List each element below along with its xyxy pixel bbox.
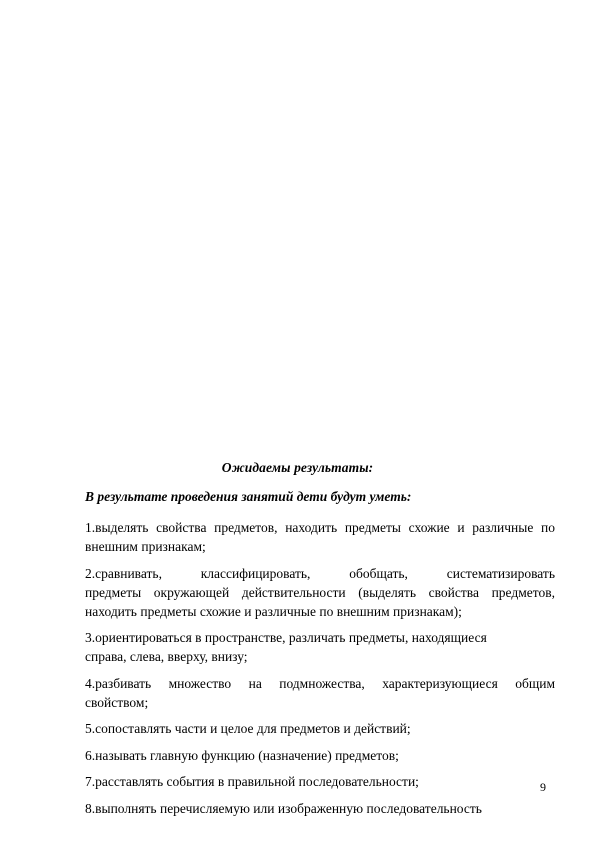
list-item-line: внешним признакам;	[85, 539, 206, 554]
list-item-line: справа, слева, вверху, внизу;	[85, 649, 248, 664]
list-item	[85, 799, 555, 818]
list-item-line: 7.расставлять события в правильной последовательности;	[85, 774, 419, 789]
list-item-line: 5.сопоставлять части и целое для предметов и действий;	[85, 721, 411, 736]
list-item	[85, 674, 555, 712]
list-item-line: 4.разбивать множество на подмножества, характеризующиеся общим	[85, 675, 555, 691]
section-heading: Ожидаемы результаты:	[221, 460, 374, 475]
list-item-line: 1.выделять свойства предметов, находить предметы схожие и различные по	[85, 520, 555, 535]
list-item	[85, 564, 555, 621]
list-item	[85, 628, 555, 666]
list-item-line: 3.ориентироваться в пространстве, различать предметы, находящиеся	[85, 630, 487, 645]
list-item-line: 6.называть главную функцию (назначение) предметов;	[85, 747, 399, 763]
list-item-line: находить предметы схожие и различные по внешним признакам);	[85, 603, 462, 619]
list-item-line: 2.сравнивать, классифицировать, обобщать, систематизировать	[85, 565, 555, 581]
list-item-line: предметы окружающей действительности (выделять свойства предметов,	[85, 584, 555, 600]
intro-sentence: В результате проведения занятий дети будут уметь:	[85, 489, 412, 504]
list-item	[85, 772, 555, 791]
list-item	[85, 746, 555, 765]
list-item-line: свойством;	[85, 694, 149, 710]
list-item	[85, 719, 555, 738]
list-item	[85, 518, 555, 556]
page-number: 9	[540, 780, 546, 794]
outcomes-list	[85, 518, 555, 825]
list-item-line: 8.выполнять перечисляемую или изображенную последовательность	[85, 800, 482, 816]
